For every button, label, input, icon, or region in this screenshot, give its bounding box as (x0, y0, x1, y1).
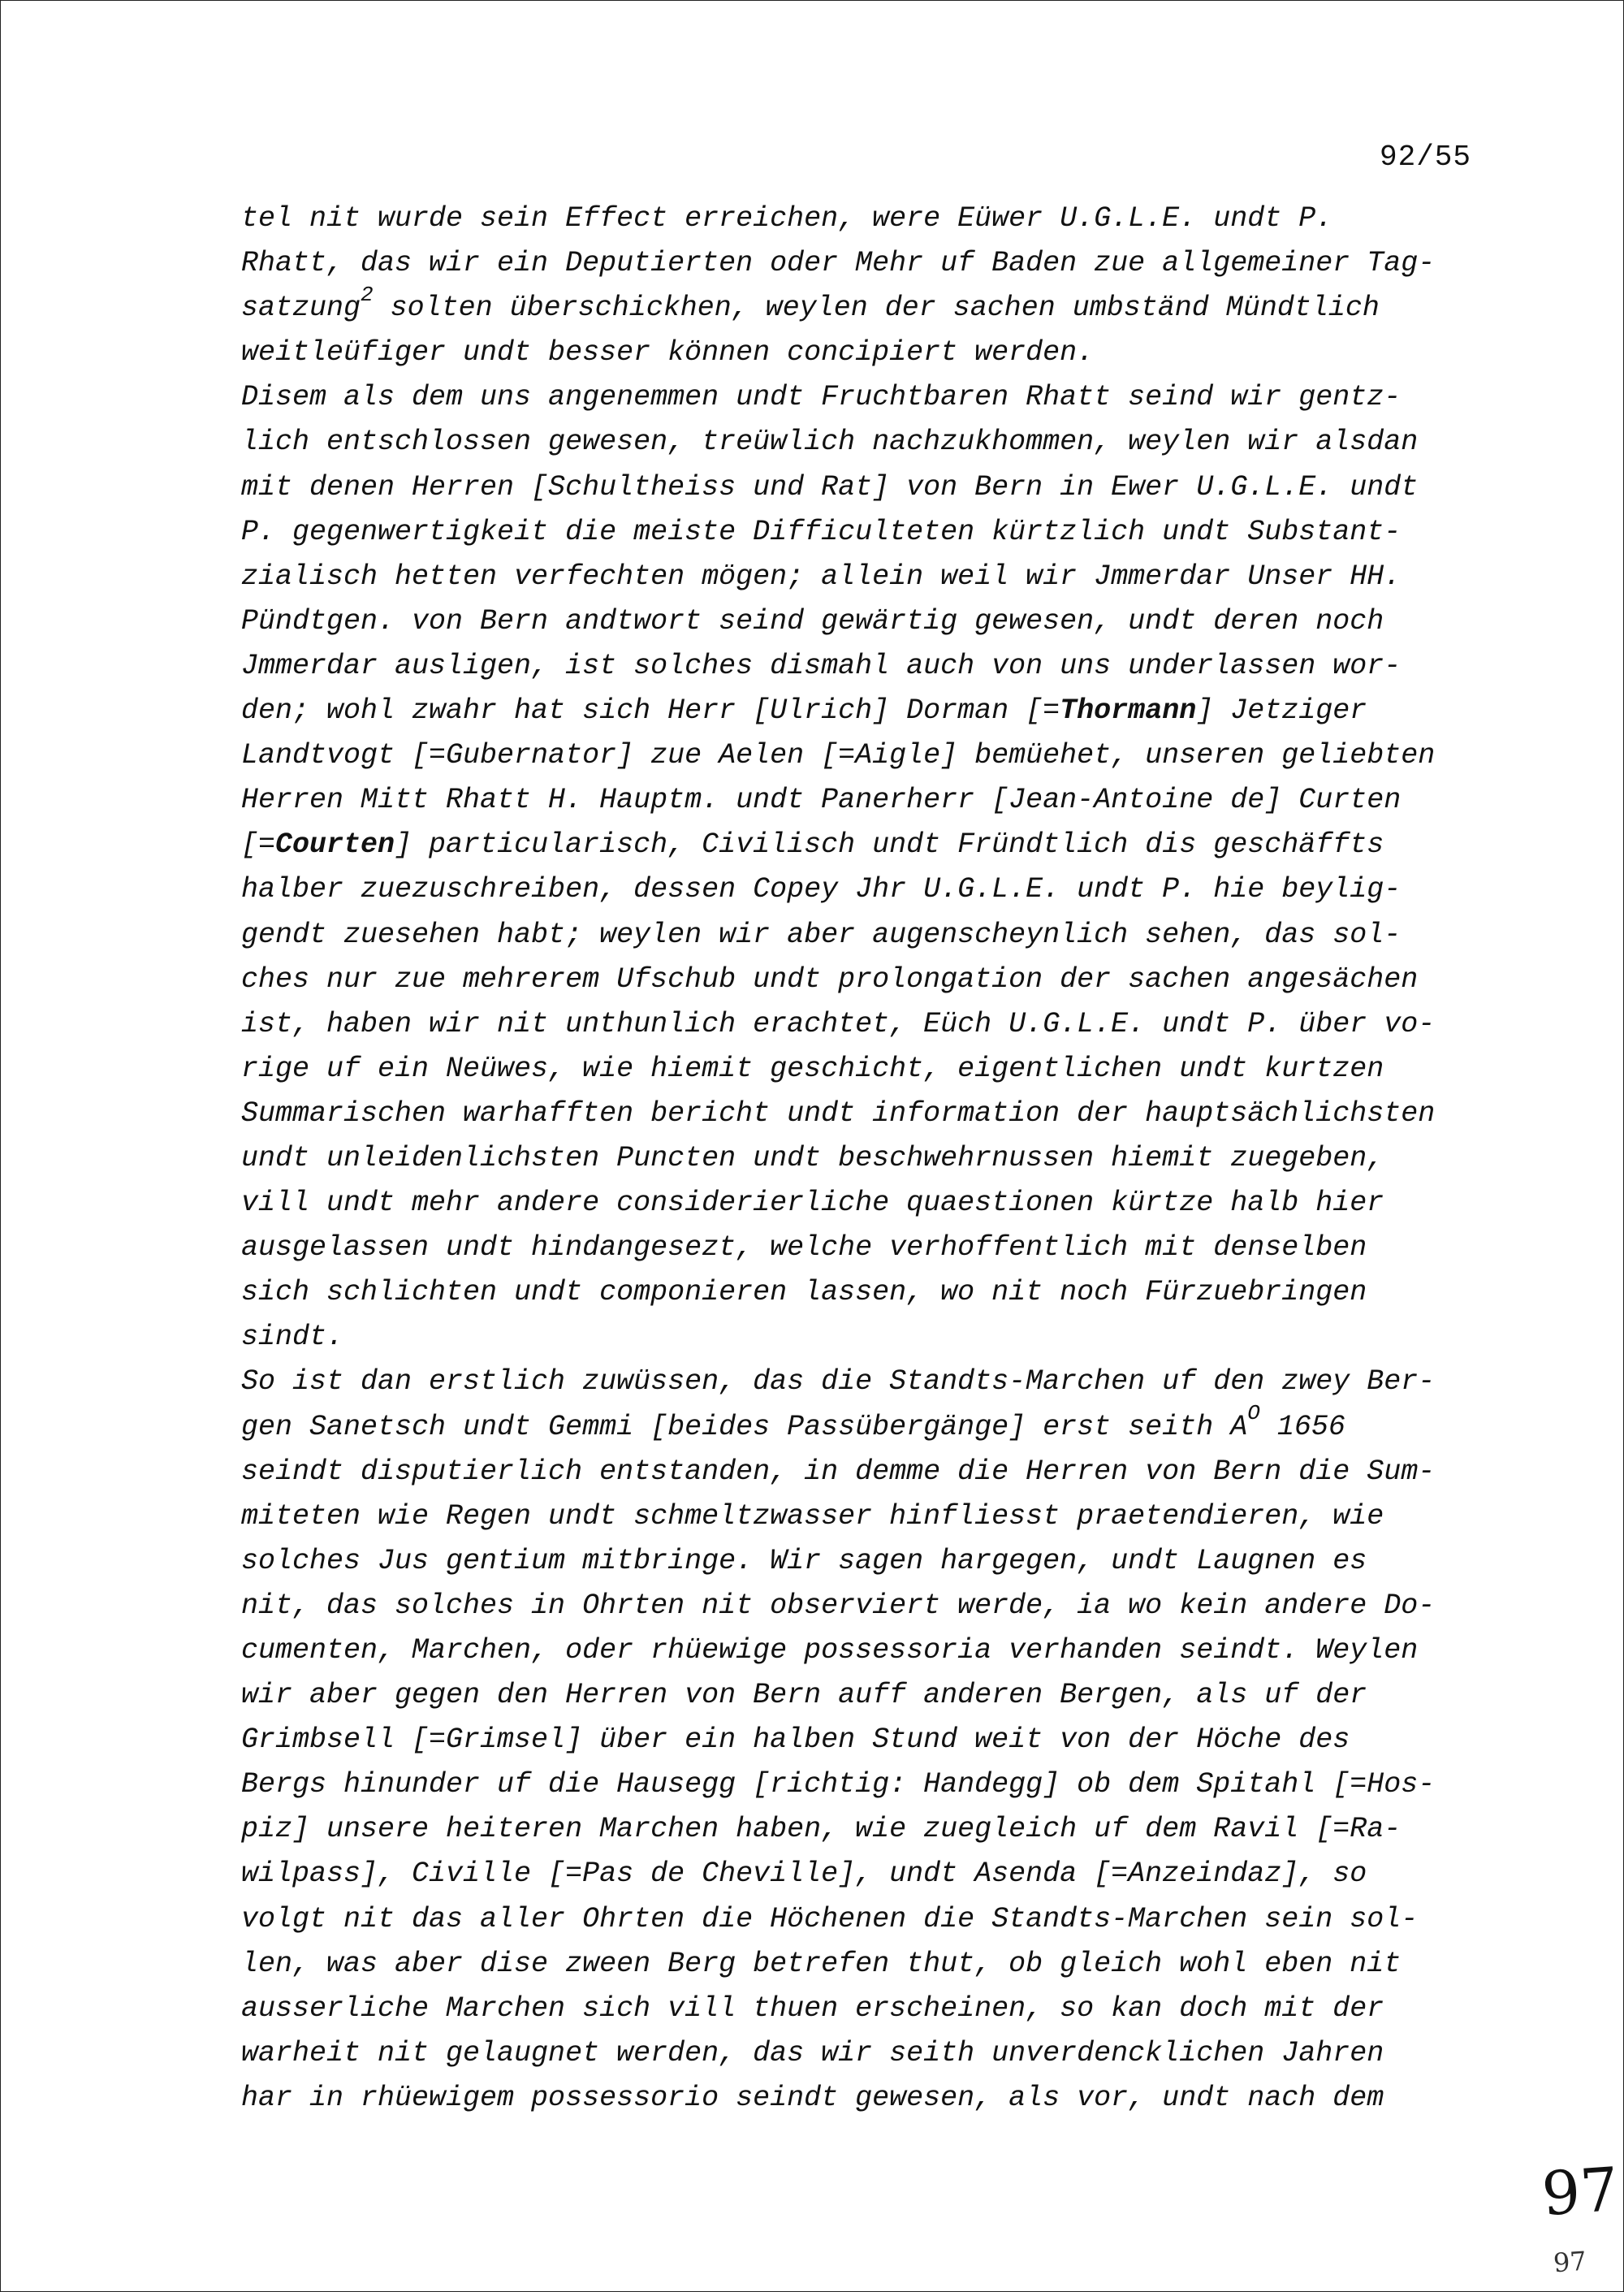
text-line: nit, das solches in Ohrten nit observiert werde, ia wo kein andere Do- (241, 1589, 1436, 1622)
superscript: 2 (361, 282, 374, 307)
text-line: har in rhüewigem possessorio seindt gewesen, als vor, undt nach dem (241, 2081, 1384, 2114)
text-line: tel nit wurde sein Effect erreichen, were Eüwer U.G.L.E. undt P. (241, 202, 1333, 235)
bold-name: Courten (275, 828, 395, 862)
text-segment: 1656 (1259, 1410, 1345, 1443)
text-line: rige uf ein Neüwes, wie hiemit geschicht, eigentlichen undt kurtzen (241, 1052, 1384, 1085)
text-line: Pündtgen. von Bern andtwort seind gewärtig gewesen, undt deren noch (241, 604, 1384, 638)
text-line: Landtvogt [=Gubernator] zue Aelen [=Aigle] bemüehet, unseren geliebten (241, 739, 1436, 772)
bold-name: Thormann (1060, 694, 1197, 728)
text-line: wir aber gegen den Herren von Bern auff anderen Bergen, als uf der (241, 1679, 1367, 1712)
text-line: Herren Mitt Rhatt H. Hauptm. undt Panerherr [Jean-Antoine de] Curten (241, 784, 1402, 817)
text-line: sich schlichten undt componieren lassen, wo nit noch Fürzuebringen (241, 1276, 1367, 1309)
text-segment: solten überschickhen, weylen der sachen umbständ Mündtlich (373, 292, 1380, 325)
text-line (241, 689, 1492, 733)
text-line: piz] unsere heiteren Marchen haben, wie zuegleich uf dem Ravil [=Ra- (241, 1813, 1402, 1846)
text-segment: ] particularisch, Civilisch undt Fründtlich dis geschäffts (395, 828, 1384, 862)
text-segment: gen Sanetsch undt Gemmi [beides Passübergänge] erst seith A (241, 1410, 1248, 1443)
text-line: weitleüfiger undt besser können concipiert werden. (241, 336, 1095, 370)
text-line: sindt. (241, 1321, 344, 1354)
text-line: gendt zuesehen habt; weylen wir aber augenscheynlich sehen, das sol- (241, 918, 1402, 951)
text-line: halber zuezuschreiben, dessen Copey Jhr U.G.L.E. undt P. hie beylig- (241, 873, 1402, 906)
text-line: mit denen Herren [Schultheiss und Rat] von Bern in Ewer U.G.L.E. undt (241, 470, 1419, 504)
transcription-body (241, 197, 1492, 2121)
text-line: miteten wie Regen undt schmeltzwasser hinfliesst praetendieren, wie (241, 1499, 1384, 1533)
text-line: So ist dan erstlich zuwüssen, das die Standts-Marchen uf den zwey Ber- (241, 1365, 1436, 1399)
text-line: Jmmerdar ausligen, ist solches dismahl auch von uns underlassen wor- (241, 649, 1402, 682)
text-segment: ] Jetziger (1196, 694, 1367, 728)
text-line: ist, haben wir nit unthunlich erachtet, Eüch U.G.L.E. undt P. über vo- (241, 1007, 1436, 1040)
text-line: len, was aber dise zween Berg betrefen thut, ob gleich wohl eben nit (241, 1947, 1402, 1980)
text-segment: [= (241, 828, 276, 862)
text-line: vill undt mehr andere considerierliche quaestionen kürtze halb hier (241, 1187, 1384, 1220)
text-line: P. gegenwertigkeit die meiste Difficulteten kürtzlich undt Substant- (241, 515, 1402, 548)
text-line: seindt disputierlich entstanden, in demme die Herren von Bern die Sum- (241, 1455, 1436, 1488)
text-line: volgt nit das aller Ohrten die Höchenen die Standts-Marchen sein sol- (241, 1902, 1419, 1935)
page-number: 92/55 (1380, 141, 1472, 174)
text-line: ausserliche Marchen sich vill thuen erscheinen, so kan doch mit der (241, 1991, 1384, 2025)
text-line: Rhatt, das wir ein Deputierten oder Mehr uf Baden zue allgemeiner Tag- (241, 247, 1436, 280)
handwritten-folio-number-small: 97 (1552, 2245, 1587, 2279)
text-line: solches Jus gentium mitbringe. Wir sagen hargegen, undt Laugnen es (241, 1544, 1367, 1577)
text-line: Bergs hinunder uf die Hausegg [richtig: Handegg] ob dem Spitahl [=Hos- (241, 1768, 1436, 1801)
text-line: ches nur zue mehrerem Ufschub undt prolongation der sachen angesächen (241, 962, 1419, 996)
text-line: Grimbsell [=Grimsel] über ein halben Stund weit von der Höche des (241, 1723, 1350, 1757)
text-line (241, 282, 1492, 331)
text-line: wilpass], Civille [=Pas de Cheville], undt Asenda [=Anzeindaz], so (241, 1857, 1367, 1891)
text-segment: den; wohl zwahr hat sich Herr [Ulrich] Dorman [= (241, 694, 1060, 728)
text-line (241, 823, 1492, 867)
text-line: zialisch hetten verfechten mögen; allein weil wir Jmmerdar Unser HH. (241, 560, 1402, 593)
text-line: Summarischen warhafften bericht undt information der hauptsächlichsten (241, 1096, 1436, 1130)
text-line: ausgelassen undt hindangesezt, welche verhoffentlich mit denselben (241, 1231, 1367, 1265)
superscript: O (1247, 1400, 1260, 1425)
text-line: Disem als dem uns angenemmen undt Fruchtbaren Rhatt seind wir gentz- (241, 381, 1402, 414)
handwritten-folio-number: 97 (1540, 2154, 1622, 2230)
text-line (241, 1400, 1492, 1450)
text-line: undt unleidenlichsten Puncten undt beschwehrnussen hiemit zuegeben, (241, 1141, 1384, 1174)
text-line: cumenten, Marchen, oder rhüewige possessoria verhanden seindt. Weylen (241, 1634, 1419, 1667)
text-segment: satzung (241, 292, 361, 325)
text-line: warheit nit gelaugnet werden, das wir seith unverdencklichen Jahren (241, 2036, 1384, 2069)
text-line: lich entschlossen gewesen, treüwlich nachzukhommen, weylen wir alsdan (241, 426, 1419, 459)
